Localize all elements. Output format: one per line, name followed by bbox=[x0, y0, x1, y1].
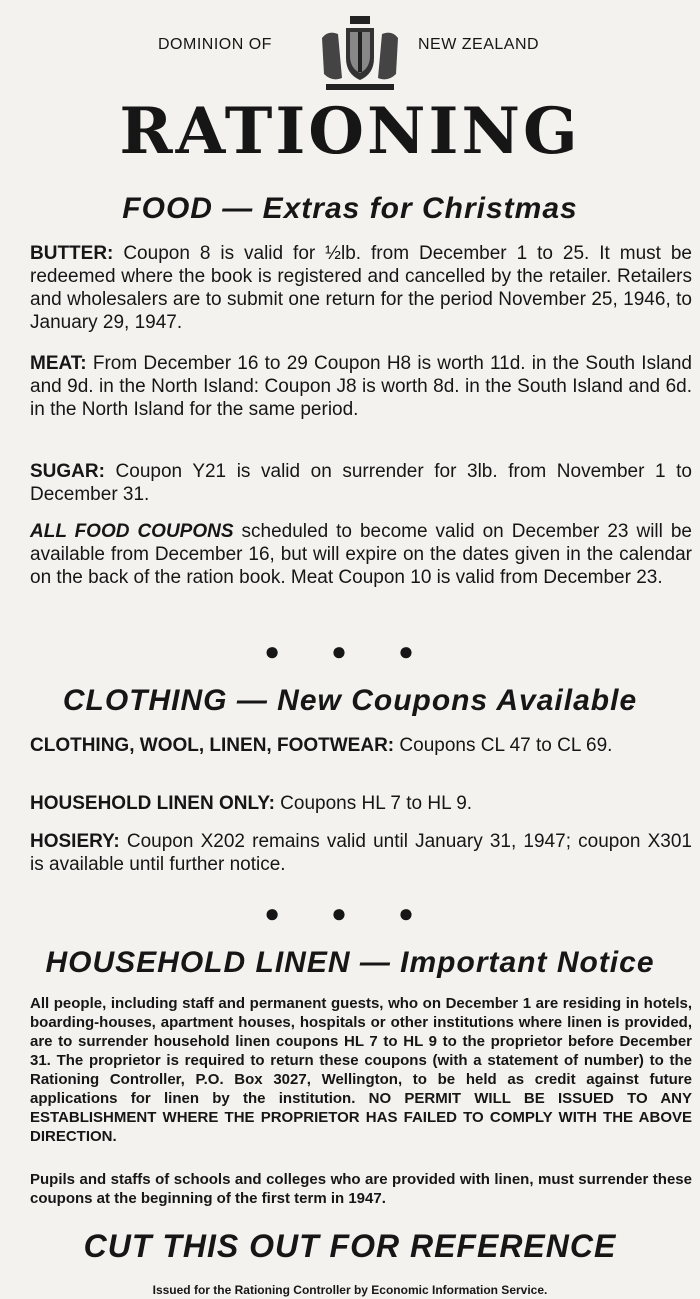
cut-out-reference: CUT THIS OUT FOR REFERENCE bbox=[83, 1228, 617, 1264]
household-linen-only-text: Coupons HL 7 to HL 9. bbox=[274, 793, 473, 814]
clothing-label: CLOTHING, WOOL, LINEN, FOOTWEAR: bbox=[30, 735, 395, 756]
butter-paragraph bbox=[30, 242, 692, 334]
meat-label: MEAT: bbox=[30, 353, 87, 374]
new-zealand-text: NEW ZEALAND bbox=[418, 36, 540, 53]
coat-of-arms-icon bbox=[312, 14, 408, 94]
clothing-text: Coupons CL 47 to CL 69. bbox=[394, 735, 613, 756]
meat-paragraph bbox=[30, 352, 692, 421]
issued-by-line: Issued for the Rationing Controller by Economic Information Service. bbox=[152, 1283, 548, 1297]
all-food-coupons-text: scheduled to become valid on December 23 will be available from December 16, but will expire on the dates given in the calendar on the back of the ration book. Meat Coupon 10 is valid from December 23. bbox=[30, 521, 693, 588]
separator-dots-2: ● ● ● bbox=[264, 898, 436, 928]
hosiery-text: Coupon X202 remains valid until January 31, 1947; coupon X301 is available until further notice. bbox=[30, 831, 692, 875]
all-food-coupons-label: ALL FOOD COUPONS bbox=[30, 521, 234, 542]
clothing-section-title: CLOTHING — New Coupons Available bbox=[62, 684, 638, 717]
butter-text: Coupon 8 is valid for ½lb. from December 1 to 25. It must be redeemed where the book is registered and cancelled by the retailer. Retailers and wholesalers are to submit one return for the period November 25, 1946, to January 29, 1947. bbox=[30, 243, 692, 333]
household-linen-only-paragraph bbox=[30, 792, 692, 815]
sugar-paragraph bbox=[30, 460, 692, 506]
masthead bbox=[0, 14, 700, 94]
household-linen-section-title: HOUSEHOLD LINEN — Important Notice bbox=[45, 946, 655, 979]
sugar-label: SUGAR: bbox=[30, 461, 105, 482]
linen-notice-paragraph: All people, including staff and permanent guests, who on December 1 are residing in hotels, boarding-houses, apartment houses, hospitals or other institutions where linen is provided, are to surrender household linen coupons HL 7 to HL 9 to the proprietor before December 31. The proprietor is required to return these coupons (with a statement of number) to the Rationing Controller, P.O. Box 3027, Wellington, to be held as credit against future applications for linen by the institution. NO PERMIT WILL BE ISSUED TO ANY ESTABLISHMENT WHERE THE PROPRIETOR HAS FAILED TO COMPLY WITH THE ABOVE DIRECTION. bbox=[30, 995, 692, 1145]
household-linen-only-label: HOUSEHOLD LINEN ONLY: bbox=[30, 793, 275, 814]
all-food-coupons-paragraph bbox=[30, 520, 692, 589]
clothing-paragraph bbox=[30, 734, 692, 757]
main-title: RATIONING bbox=[119, 94, 581, 169]
hosiery-paragraph bbox=[30, 830, 692, 876]
food-section-title: FOOD — Extras for Christmas bbox=[122, 192, 578, 225]
schools-paragraph: Pupils and staffs of schools and colleges who are provided with linen, must surrender these coupons at the beginning of the first term in 1947. bbox=[30, 1171, 692, 1207]
butter-label: BUTTER: bbox=[30, 243, 114, 264]
sugar-text: Coupon Y21 is valid on surrender for 3lb. from November 1 to December 31. bbox=[30, 461, 692, 505]
meat-text: From December 16 to 29 Coupon H8 is worth 11d. in the South Island and 9d. in the North Island: Coupon J8 is worth 8d. in the South Island and 6d. in the North Island for the same period. bbox=[30, 353, 692, 420]
separator-dots: ● ● ● bbox=[264, 636, 436, 666]
dominion-of-text: DOMINION OF bbox=[158, 36, 272, 53]
hosiery-label: HOSIERY: bbox=[30, 831, 120, 852]
